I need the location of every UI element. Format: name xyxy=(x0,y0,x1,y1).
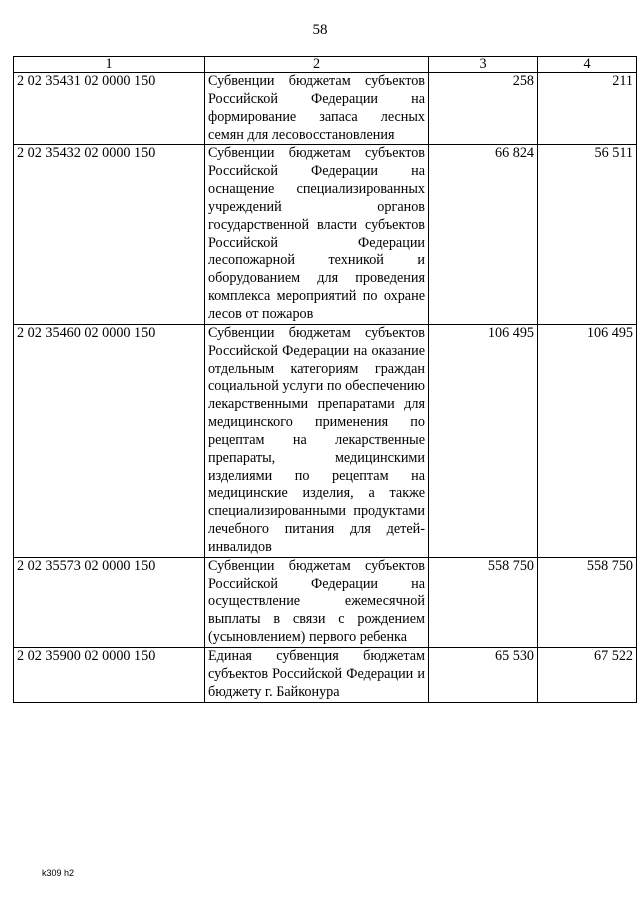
amount-cell-col4: 56 511 xyxy=(538,145,637,324)
table-row xyxy=(14,324,637,557)
budget-code-cell: 2 02 35460 02 0000 150 xyxy=(14,324,205,557)
amount-cell-col4: 106 495 xyxy=(538,324,637,557)
amount-cell-col4: 67 522 xyxy=(538,648,637,703)
table-row xyxy=(14,73,637,145)
description-cell: Субвенции бюджетам субъектов Российской Федерации на формирование запаса лесных семян для лесовосстановления xyxy=(205,73,429,145)
table-header-row xyxy=(14,57,637,73)
amount-cell-col3: 65 530 xyxy=(429,648,538,703)
table-row xyxy=(14,557,637,647)
amount-cell-col3: 106 495 xyxy=(429,324,538,557)
column-header-2: 2 xyxy=(205,57,429,73)
budget-code-cell: 2 02 35432 02 0000 150 xyxy=(14,145,205,324)
amount-cell-col3: 258 xyxy=(429,73,538,145)
table-row xyxy=(14,145,637,324)
page-number: 58 xyxy=(312,22,328,38)
column-header-3: 3 xyxy=(429,57,538,73)
amount-cell-col3: 558 750 xyxy=(429,557,538,647)
budget-code-cell: 2 02 35900 02 0000 150 xyxy=(14,648,205,703)
amount-cell-col4: 211 xyxy=(538,73,637,145)
column-header-4: 4 xyxy=(538,57,637,73)
description-cell: Единая субвенция бюджетам субъектов Российской Федерации и бюджету г. Байконура xyxy=(205,648,429,703)
description-cell: Субвенции бюджетам субъектов Российской Федерации на осуществление ежемесячной выплаты в связи с рождением (усыновлением) первого ребенка xyxy=(205,557,429,647)
table-header xyxy=(14,57,637,73)
amount-cell-col4: 558 750 xyxy=(538,557,637,647)
budget-revenue-table xyxy=(13,56,637,703)
table-row xyxy=(14,648,637,703)
description-cell: Субвенции бюджетам субъектов Российской Федерации на оснащение специализированных учреждений органов государственной власти субъектов Российской Федерации лесопожарной техникой и оборудованием для проведения комплекса мероприятий по охране лесов от пожаров xyxy=(205,145,429,324)
column-header-1: 1 xyxy=(14,57,205,73)
budget-code-cell: 2 02 35431 02 0000 150 xyxy=(14,73,205,145)
budget-code-cell: 2 02 35573 02 0000 150 xyxy=(14,557,205,647)
table-body xyxy=(14,73,637,703)
amount-cell-col3: 66 824 xyxy=(429,145,538,324)
document-footer-code: k309 h2 xyxy=(42,868,75,878)
description-cell: Субвенции бюджетам субъектов Российской Федерации на оказание отдельным категориям граждан социальной услуги по обеспечению лекарственными препаратами для медицинского применения по рецептам на лекарственные препараты, медицинскими изделиями по рецептам на медицинские изделия, а также специализированными продуктами лечебного питания для детей-инвалидов xyxy=(205,324,429,557)
